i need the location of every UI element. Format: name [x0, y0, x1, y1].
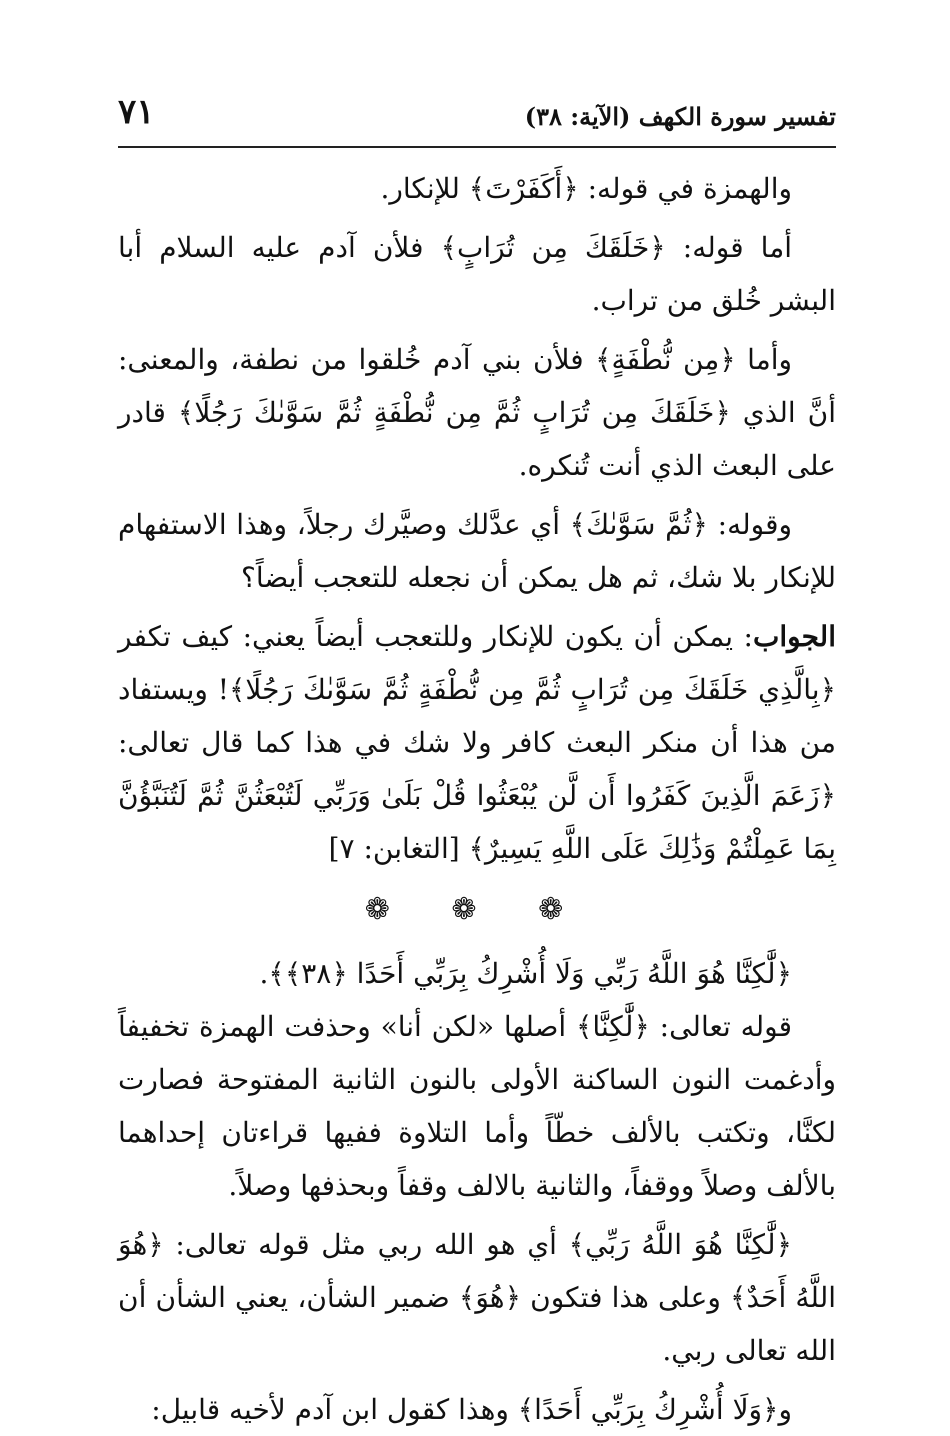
header-divider [118, 146, 836, 148]
running-title: تفسير سورة الكهف (الآية: ٣٨) [524, 102, 836, 131]
paragraph-turab: أما قوله: ﴿خَلَقَكَ مِن تُرَابٍ﴾ فلأن آدم عليه السلام أبا البشر خُلق من تراب. [118, 231, 836, 317]
paragraph-question: وقوله: ﴿ثُمَّ سَوَّىٰكَ﴾ أي عدَّلك وصيَّرك رجلاً، وهذا الاستفهام للإنكار بلا شك، ثم هل يمكن أن نجعله للتعجب أيضاً؟ [118, 508, 836, 594]
section-ornaments: ❁ ❁ ❁ [364, 892, 590, 927]
answer-text: : يمكن أن يكون للإنكار وللتعجب أيضاً يعني: كيف تكفر ﴿بِالَّذِي خَلَقَكَ مِن تُرَابٍ ثُمَّ مِن نُّطْفَةٍ ثُمَّ سَوَّىٰكَ رَجُلًا﴾! ويستفاد من هذا أن منكر البعث كافر ولا شك في هذا كما قال تعالى: ﴿زَعَمَ الَّذِينَ كَفَرُوا أَن لَّن يُبْعَثُوا قُلْ بَلَىٰ وَرَبِّي لَتُبْعَثُنَّ ثُمَّ لَتُنَبَّؤُنَّ بِمَا عَمِلْتُمْ وَذَٰلِكَ عَلَى اللَّهِ يَسِيرٌ﴾ [التغابن: ٧] [118, 620, 836, 865]
page-header [118, 88, 836, 146]
paragraph-answer [118, 610, 836, 875]
paragraph-rabbi: ﴿لَّٰكِنَّا هُوَ اللَّهُ رَبِّي﴾ أي هو الله ربي مثل قوله تعالى: ﴿هُوَ اللَّهُ أَحَدٌ﴾ وعلى هذا فتكون ﴿هُوَ﴾ ضمير الشأن، يعني الشأن أن الله تعالى ربي. [118, 1228, 836, 1367]
page-number: ٧١ [118, 92, 155, 132]
paragraph-hamza: والهمزة في قوله: ﴿أَكَفَرْتَ﴾ للإنكار. [380, 172, 792, 205]
paragraph-nutfa: وأما ﴿مِن نُّطْفَةٍ﴾ فلأن بني آدم خُلقوا من نطفة، والمعنى: أنَّ الذي ﴿خَلَقَكَ مِن تُرَابٍ ثُمَّ مِن نُّطْفَةٍ ثُمَّ سَوَّىٰكَ رَجُلًا﴾ قادر على البعث الذي أنت تُنكره. [118, 343, 836, 482]
page-body [118, 162, 836, 1436]
paragraph-shirk: و﴿وَلَا أُشْرِكُ بِرَبِّي أَحَدًا﴾ وهذا كقول ابن آدم لأخيه قابيل: [151, 1393, 792, 1426]
verse-heading: ﴿لَّٰكِنَّا هُوَ اللَّهُ رَبِّي وَلَا أُشْرِكُ بِرَبِّي أَحَدًا ﴿٣٨﴾﴾. [259, 957, 792, 990]
answer-label: الجواب [753, 620, 836, 653]
paragraph-lakinna: قوله تعالى: ﴿لَّٰكِنَّا﴾ أصلها «لكن أنا» وحذفت الهمزة تخفيفاً وأدغمت النون الساكنة الأولى بالنون الثانية المفتوحة فصارت لكنَّا، وتكتب بالألف خطّاً وأما التلاوة ففيها قراءتان إحداهما بالألف وصلاً ووقفاً، والثانية بالالف وقفاً وبحذفها وصلاً. [118, 1010, 836, 1202]
